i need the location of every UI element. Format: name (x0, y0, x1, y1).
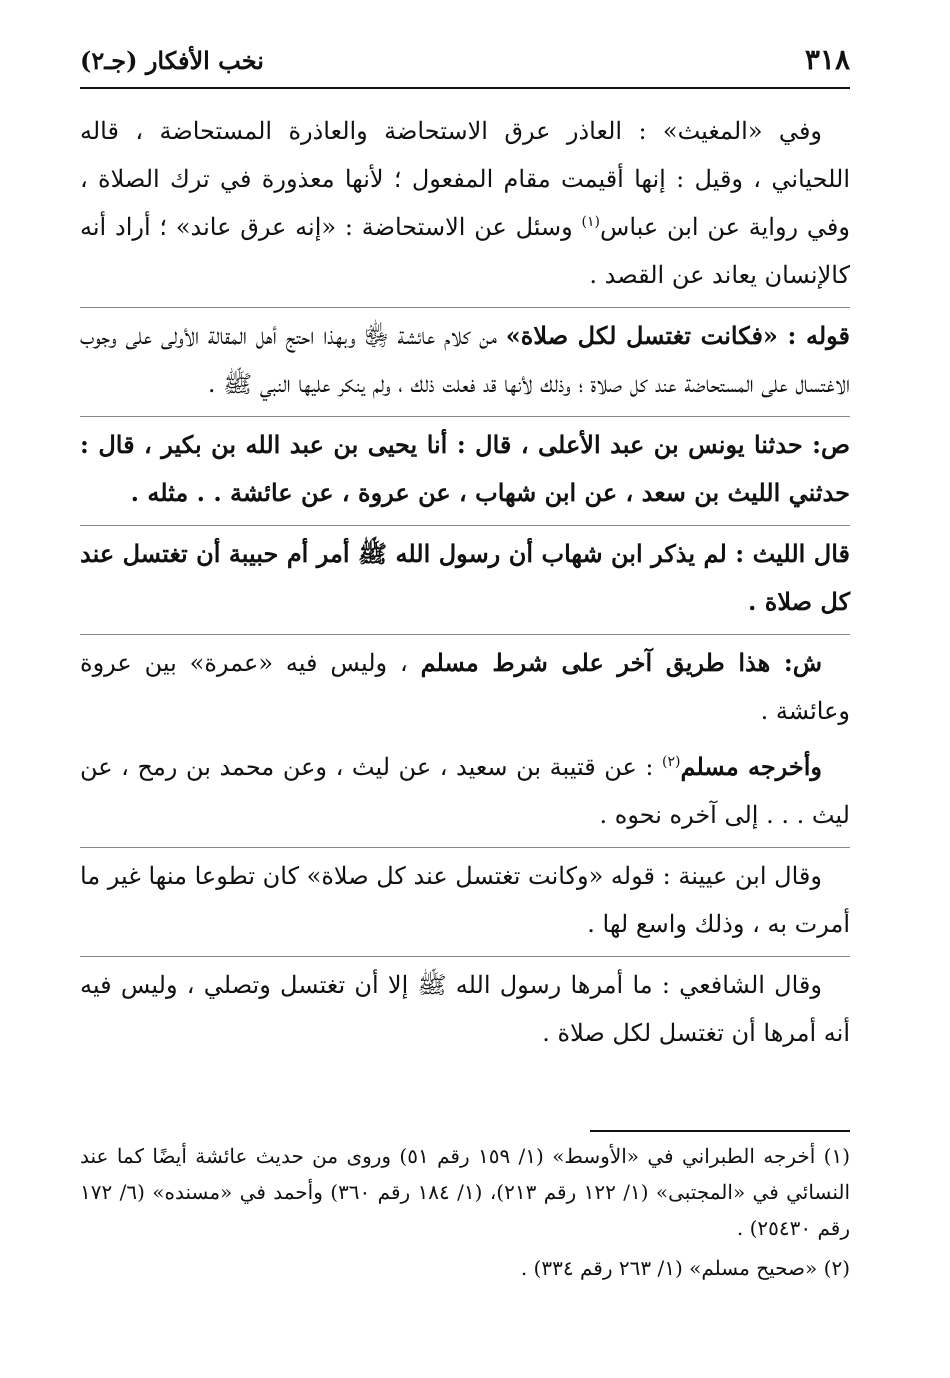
paragraph-5-text: ، وليس فيه «عمرة» بين عروة وعائشة . (80, 649, 850, 725)
footnote-1-marker: (١) (823, 1144, 850, 1168)
main-text (80, 107, 850, 1057)
footnote-separator (590, 1130, 850, 1132)
paragraph-1-text-b: وسئل عن الاستحاضة : «إنه عرق عاند» ؛ أراد أنه كالإنسان يعاند عن القصد . (80, 213, 850, 289)
footnote-2-marker: (٢) (823, 1256, 850, 1280)
paragraph-2-text: من كلام عائشة ﵂ وبهذا احتج أهل المقالة الأولى على وجوب الاغتسال على المستحاضة عند كل صلاة ؛ وذلك لأنها قد فعلت ذلك ، ولم ينكر عليها النبي ﷺ . (80, 322, 850, 398)
paragraph-8 (80, 956, 850, 1057)
paragraph-4 (80, 525, 850, 626)
footnote-2-text: «صحيح مسلم» (١/ ٢٦٣ رقم ٣٣٤) . (520, 1256, 824, 1280)
paragraph-7 (80, 847, 850, 948)
paragraph-5-bold: ش: هذا طريق آخر على شرط مسلم (420, 648, 823, 677)
paragraph-4-text: قال الليث : لم يذكر ابن شهاب أن رسول الله ﷺ أمر أم حبيبة أن تغتسل عند كل صلاة . (80, 539, 850, 616)
page-header (80, 40, 850, 89)
page-number: ٣١٨ (804, 43, 850, 76)
paragraph-6-text: : عن قتيبة بن سعيد ، عن ليث ، وعن محمد بن رمح ، عن ليث . . . إلى آخره نحوه . (80, 753, 850, 829)
footnote-1 (80, 1138, 850, 1246)
paragraph-1-text-a: وفي «المغيث» : العاذر عرق الاستحاضة والعاذرة المستحاضة ، قاله اللحياني ، وقيل : إنها أقيمت مقام المفعول ؛ لأنها معذورة في ترك الصلاة ، وفي رواية عن ابن عباس (80, 117, 850, 241)
paragraph-1 (80, 107, 850, 299)
paragraph-3-text: ص: حدثنا يونس بن عبد الأعلى ، قال : أنا يحيى بن عبد الله بن بكير ، قال : حدثني الليث بن سعد ، عن ابن شهاب ، عن عروة ، عن عائشة . . مثله . (80, 430, 850, 507)
book-page (80, 40, 850, 1065)
footnote-ref-2: (٢) (662, 754, 681, 770)
paragraph-8-text: وقال الشافعي : ما أمرها رسول الله ﷺ إلا أن تغتسل وتصلي ، وليس فيه أنه أمرها أن تغتسل لكل صلاة . (80, 971, 850, 1047)
footnote-2 (80, 1250, 850, 1286)
footnote-1-text: أخرجه الطبراني في «الأوسط» (١/ ١٥٩ رقم ٥١) وروى من حديث عائشة أيضًا كما عند النسائي في «المجتبى» (١/ ١٢٢ رقم ٢١٣)، (١/ ١٨٤ رقم ٣٦٠) وأحمد في «مسنده» (٦/ ١٧٢ رقم ٢٥٤٣٠) . (80, 1144, 850, 1240)
paragraph-6-bold: وأخرجه مسلم (680, 752, 823, 781)
paragraph-3 (80, 416, 850, 517)
book-title: نخب الأفكار (جـ٢) (80, 46, 264, 75)
paragraph-2-bold: قوله : «فكانت تغتسل لكل صلاة» (505, 321, 850, 350)
footnote-ref-1: (١) (581, 214, 601, 230)
paragraph-2 (80, 307, 850, 408)
footnotes (80, 1130, 850, 1290)
paragraph-6 (80, 743, 850, 839)
paragraph-7-text: وقال ابن عيينة : قوله «وكانت تغتسل عند كل صلاة» كان تطوعا منها غير ما أمرت به ، وذلك واسع لها . (80, 862, 850, 938)
paragraph-5 (80, 634, 850, 735)
